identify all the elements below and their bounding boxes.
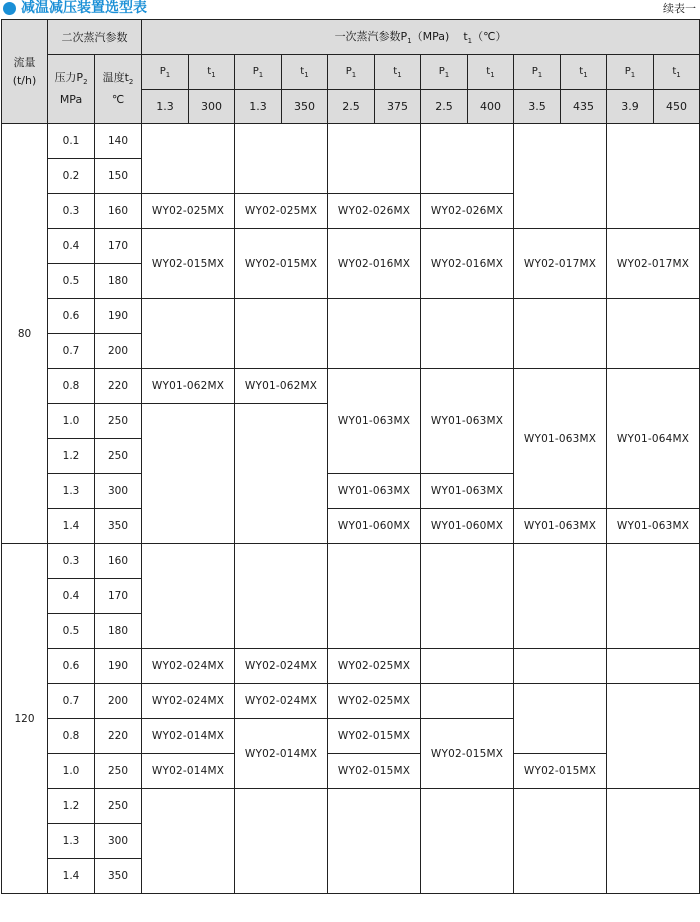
selection-table bbox=[1, 19, 700, 894]
t2-value: 180 bbox=[95, 614, 142, 649]
empty-cell bbox=[421, 789, 514, 894]
empty-cell bbox=[514, 684, 607, 754]
t1-label: $t_1$ bbox=[468, 55, 514, 90]
flow-value-80: 80 bbox=[2, 124, 48, 544]
p2-value: 0.1 bbox=[48, 124, 95, 159]
empty-cell bbox=[421, 299, 514, 369]
model-cell: WY02-015MX bbox=[421, 719, 514, 789]
model-cell: WY02-014MX bbox=[142, 754, 235, 789]
model-cell: WY02-025MX bbox=[142, 194, 235, 229]
t1-value: 350 bbox=[282, 90, 328, 124]
p2-value: 0.2 bbox=[48, 159, 95, 194]
model-cell: WY01-063MX bbox=[607, 509, 700, 544]
p2-value: 1.0 bbox=[48, 404, 95, 439]
empty-cell bbox=[142, 544, 235, 649]
p1-value: 2.5 bbox=[421, 90, 468, 124]
model-cell: WY02-014MX bbox=[235, 719, 328, 789]
primary-steam-header: 一次蒸汽参数$P_1(MPa)$ $t_1(℃)$ bbox=[142, 20, 700, 55]
model-cell: WY02-025MX bbox=[328, 684, 421, 719]
t2-value: 350 bbox=[95, 509, 142, 544]
model-cell: WY02-024MX bbox=[142, 649, 235, 684]
secondary-steam-header: 二次蒸汽参数 bbox=[48, 20, 142, 55]
t2-value: 150 bbox=[95, 159, 142, 194]
empty-cell bbox=[421, 684, 514, 719]
empty-cell bbox=[235, 124, 328, 194]
model-cell: WY02-017MX bbox=[514, 229, 607, 299]
p2-value: 1.3 bbox=[48, 474, 95, 509]
empty-cell bbox=[607, 299, 700, 369]
empty-cell bbox=[328, 544, 421, 649]
model-cell: WY02-015MX bbox=[328, 754, 421, 789]
p2-value: 1.2 bbox=[48, 439, 95, 474]
empty-cell bbox=[235, 299, 328, 369]
empty-cell bbox=[421, 544, 514, 649]
t2-value: 250 bbox=[95, 754, 142, 789]
model-cell: WY01-063MX bbox=[421, 369, 514, 474]
model-cell: WY01-063MX bbox=[328, 474, 421, 509]
empty-cell bbox=[328, 299, 421, 369]
p2-value: 0.3 bbox=[48, 194, 95, 229]
flow-header: 流量 (t/h) bbox=[2, 20, 48, 124]
t2-value: 220 bbox=[95, 369, 142, 404]
p1-value: 3.9 bbox=[607, 90, 654, 124]
model-cell: WY01-062MX bbox=[235, 369, 328, 404]
t2-value: 170 bbox=[95, 579, 142, 614]
empty-cell bbox=[235, 789, 328, 894]
model-cell: WY01-062MX bbox=[142, 369, 235, 404]
model-cell: WY02-015MX bbox=[328, 719, 421, 754]
t2-value: 170 bbox=[95, 229, 142, 264]
model-cell: WY02-015MX bbox=[235, 229, 328, 299]
model-cell: WY01-060MX bbox=[421, 509, 514, 544]
empty-cell bbox=[328, 789, 421, 894]
model-cell: WY02-016MX bbox=[328, 229, 421, 299]
empty-cell bbox=[142, 789, 235, 894]
model-cell: WY02-015MX bbox=[514, 754, 607, 789]
empty-cell bbox=[421, 124, 514, 194]
t2-value: 190 bbox=[95, 299, 142, 334]
empty-cell bbox=[421, 649, 514, 684]
p2-value: 1.0 bbox=[48, 754, 95, 789]
t1-label: $t_1$ bbox=[282, 55, 328, 90]
p1-label: $P_1$ bbox=[514, 55, 561, 90]
p2-value: 0.6 bbox=[48, 299, 95, 334]
t1-label: $t_1$ bbox=[654, 55, 700, 90]
empty-cell bbox=[514, 124, 607, 229]
t1-value: 375 bbox=[375, 90, 421, 124]
bullet-icon bbox=[3, 2, 16, 15]
p1-value: 1.3 bbox=[142, 90, 189, 124]
t2-value: 350 bbox=[95, 859, 142, 894]
empty-cell bbox=[514, 649, 607, 684]
model-cell: WY02-014MX bbox=[142, 719, 235, 754]
t1-value: 435 bbox=[561, 90, 607, 124]
p2-value: 0.8 bbox=[48, 369, 95, 404]
model-cell: WY02-015MX bbox=[142, 229, 235, 299]
model-cell: WY01-063MX bbox=[514, 369, 607, 509]
t1-value: 450 bbox=[654, 90, 700, 124]
p1-label: $P_1$ bbox=[421, 55, 468, 90]
p2-value: 0.5 bbox=[48, 264, 95, 299]
t2-value: 250 bbox=[95, 439, 142, 474]
t2-value: 300 bbox=[95, 824, 142, 859]
p1-label: $P_1$ bbox=[235, 55, 282, 90]
t2-value: 180 bbox=[95, 264, 142, 299]
model-cell: WY01-063MX bbox=[328, 369, 421, 474]
p2-value: 0.8 bbox=[48, 719, 95, 754]
t2-value: 250 bbox=[95, 404, 142, 439]
model-cell: WY02-024MX bbox=[142, 684, 235, 719]
p1-label: $P_1$ bbox=[328, 55, 375, 90]
t1-label: $t_1$ bbox=[375, 55, 421, 90]
empty-cell bbox=[607, 124, 700, 229]
p2-value: 1.4 bbox=[48, 859, 95, 894]
p1-value: 3.5 bbox=[514, 90, 561, 124]
empty-cell bbox=[607, 544, 700, 649]
t2-value: 200 bbox=[95, 334, 142, 369]
empty-cell bbox=[142, 404, 235, 544]
pressure-p2-header: 压力$P_2$ MPa bbox=[48, 55, 95, 124]
p2-value: 0.6 bbox=[48, 649, 95, 684]
t2-value: 140 bbox=[95, 124, 142, 159]
t2-value: 160 bbox=[95, 544, 142, 579]
t2-value: 160 bbox=[95, 194, 142, 229]
t1-label: $t_1$ bbox=[189, 55, 235, 90]
t1-value: 300 bbox=[189, 90, 235, 124]
p1-label: $P_1$ bbox=[142, 55, 189, 90]
model-cell: WY02-026MX bbox=[328, 194, 421, 229]
empty-cell bbox=[607, 789, 700, 894]
t1-value: 400 bbox=[468, 90, 514, 124]
empty-cell bbox=[235, 404, 328, 544]
title-bar bbox=[0, 0, 700, 18]
empty-cell bbox=[514, 544, 607, 649]
empty-cell bbox=[142, 124, 235, 194]
p1-value: 1.3 bbox=[235, 90, 282, 124]
t2-value: 190 bbox=[95, 649, 142, 684]
model-cell: WY02-025MX bbox=[328, 649, 421, 684]
model-cell: WY01-060MX bbox=[328, 509, 421, 544]
p2-value: 0.4 bbox=[48, 229, 95, 264]
page-title: 减温减压装置选型表 bbox=[21, 0, 147, 16]
model-cell: WY01-063MX bbox=[421, 474, 514, 509]
empty-cell bbox=[235, 544, 328, 649]
empty-cell bbox=[514, 789, 607, 894]
empty-cell bbox=[328, 124, 421, 194]
model-cell: WY01-063MX bbox=[514, 509, 607, 544]
p2-value: 1.3 bbox=[48, 824, 95, 859]
model-cell: WY02-026MX bbox=[421, 194, 514, 229]
p2-value: 1.4 bbox=[48, 509, 95, 544]
t2-value: 300 bbox=[95, 474, 142, 509]
model-cell: WY01-064MX bbox=[607, 369, 700, 509]
p2-value: 0.7 bbox=[48, 684, 95, 719]
t2-value: 200 bbox=[95, 684, 142, 719]
temp-t2-header: 温度$t_2$ ℃ bbox=[95, 55, 142, 124]
model-cell: WY02-024MX bbox=[235, 649, 328, 684]
model-cell: WY02-024MX bbox=[235, 684, 328, 719]
p2-value: 0.5 bbox=[48, 614, 95, 649]
empty-cell bbox=[142, 299, 235, 369]
p2-value: 0.7 bbox=[48, 334, 95, 369]
p1-value: 2.5 bbox=[328, 90, 375, 124]
continued-label: 续表一 bbox=[663, 2, 696, 15]
p2-value: 1.2 bbox=[48, 789, 95, 824]
t2-value: 250 bbox=[95, 789, 142, 824]
model-cell: WY02-016MX bbox=[421, 229, 514, 299]
p2-value: 0.4 bbox=[48, 579, 95, 614]
p1-label: $P_1$ bbox=[607, 55, 654, 90]
t2-value: 220 bbox=[95, 719, 142, 754]
t1-label: $t_1$ bbox=[561, 55, 607, 90]
flow-value-120: 120 bbox=[2, 544, 48, 894]
p2-value: 0.3 bbox=[48, 544, 95, 579]
empty-cell bbox=[514, 299, 607, 369]
model-cell: WY02-025MX bbox=[235, 194, 328, 229]
empty-cell bbox=[607, 684, 700, 789]
empty-cell bbox=[607, 649, 700, 684]
model-cell: WY02-017MX bbox=[607, 229, 700, 299]
